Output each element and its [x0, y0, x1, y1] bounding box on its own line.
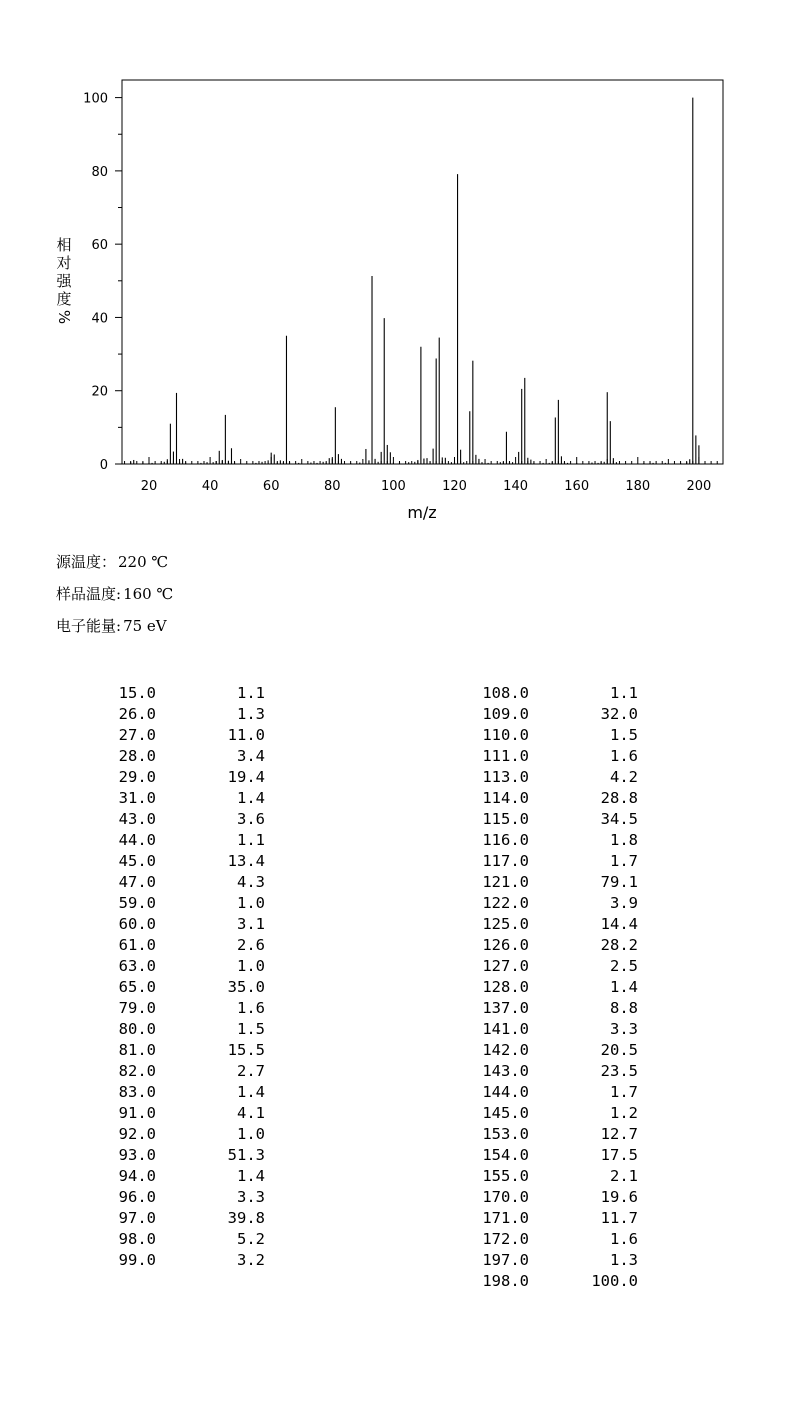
mz-value: 170.0	[482, 1188, 529, 1206]
mz-value: 96.0	[118, 1188, 156, 1206]
abundance-value: 1.1	[237, 831, 265, 849]
abundance-value: 4.1	[237, 1104, 265, 1122]
mz-value: 116.0	[482, 831, 529, 849]
abundance-value: 1.2	[610, 1104, 638, 1122]
mass-spectrum-chart	[0, 0, 794, 540]
table-row	[0, 1187, 794, 1208]
abundance-value: 1.4	[610, 978, 638, 996]
mz-value: 127.0	[482, 957, 529, 975]
table-row	[0, 1103, 794, 1124]
abundance-value: 3.2	[237, 1251, 265, 1269]
mz-value: 171.0	[482, 1209, 529, 1227]
mz-value: 154.0	[482, 1146, 529, 1164]
abundance-value: 1.6	[610, 747, 638, 765]
y-tick-label: 100	[83, 91, 108, 107]
mz-value: 197.0	[482, 1251, 529, 1269]
condition-label: 电子能量:	[56, 617, 122, 635]
mz-value: 80.0	[118, 1020, 156, 1038]
abundance-value: 1.0	[237, 957, 265, 975]
mz-value: 115.0	[482, 810, 529, 828]
x-tick-label: 40	[201, 479, 219, 494]
abundance-value: 1.3	[610, 1251, 638, 1269]
abundance-value: 2.1	[610, 1167, 638, 1185]
abundance-value: 32.0	[600, 705, 638, 723]
mz-value: 155.0	[482, 1167, 529, 1185]
mz-value: 141.0	[482, 1020, 529, 1038]
table-row	[0, 725, 794, 746]
abundance-value: 34.5	[600, 810, 638, 828]
mz-value: 126.0	[482, 936, 529, 954]
mz-value: 125.0	[482, 915, 529, 933]
abundance-value: 23.5	[600, 1062, 638, 1080]
mz-value: 79.0	[118, 999, 156, 1017]
table-row	[0, 956, 794, 977]
mz-value: 153.0	[482, 1125, 529, 1143]
abundance-value: 17.5	[600, 1146, 638, 1164]
abundance-value: 1.5	[237, 1020, 265, 1038]
table-row	[0, 788, 794, 809]
x-tick-label: 80	[324, 479, 341, 494]
plot-frame	[122, 80, 723, 464]
table-row	[0, 872, 794, 893]
abundance-value: 3.3	[610, 1020, 638, 1038]
mz-value: 26.0	[118, 705, 156, 723]
abundance-value: 1.7	[610, 1083, 638, 1101]
mz-value: 44.0	[118, 831, 156, 849]
y-tick-label: 60	[91, 238, 108, 254]
peak-table-right	[0, 683, 794, 1292]
abundance-value: 19.4	[227, 768, 265, 786]
abundance-value: 28.2	[600, 936, 638, 954]
abundance-value: 1.4	[237, 1083, 265, 1101]
abundance-value: 1.1	[610, 684, 638, 702]
mz-value: 117.0	[482, 852, 529, 870]
mz-value: 59.0	[118, 894, 156, 912]
y-label-char: %	[55, 309, 73, 325]
table-row	[0, 746, 794, 767]
mz-value: 143.0	[482, 1062, 529, 1080]
y-tick-label: 80	[91, 164, 108, 180]
table-row	[0, 704, 794, 725]
x-axis-label: m/z	[407, 503, 437, 522]
table-row	[0, 1145, 794, 1166]
x-tick-label: 100	[380, 479, 406, 494]
mz-value: 97.0	[118, 1209, 156, 1227]
mz-value: 45.0	[118, 852, 156, 870]
abundance-value: 20.5	[600, 1041, 638, 1059]
abundance-value: 1.1	[237, 684, 265, 702]
abundance-value: 15.5	[227, 1041, 265, 1059]
mz-value: 60.0	[118, 915, 156, 933]
mz-value: 144.0	[482, 1083, 529, 1101]
table-row	[0, 1250, 794, 1271]
abundance-value: 11.0	[227, 726, 265, 744]
mz-value: 91.0	[118, 1104, 156, 1122]
abundance-value: 8.8	[610, 999, 638, 1017]
x-tick-label: 160	[564, 479, 590, 494]
mz-value: 111.0	[482, 747, 529, 765]
table-row	[0, 935, 794, 956]
abundance-value: 1.6	[237, 999, 265, 1017]
abundance-value: 5.2	[237, 1230, 265, 1248]
condition-value: 220 ℃	[118, 553, 169, 571]
mz-value: 31.0	[118, 789, 156, 807]
y-axis	[83, 92, 122, 473]
mz-value: 114.0	[482, 789, 529, 807]
abundance-value: 11.7	[600, 1209, 638, 1227]
y-label-char: 相	[56, 236, 72, 254]
abundance-value: 4.2	[610, 768, 638, 786]
source-temperature	[56, 551, 168, 572]
table-row	[0, 851, 794, 872]
sample-temperature	[56, 583, 173, 604]
abundance-value: 19.6	[600, 1188, 638, 1206]
y-label-char: 强	[56, 272, 72, 290]
table-row	[0, 1166, 794, 1187]
abundance-value: 14.4	[600, 915, 638, 933]
abundance-value: 1.8	[610, 831, 638, 849]
x-tick-label: 180	[625, 479, 651, 494]
abundance-value: 1.5	[610, 726, 638, 744]
abundance-value: 12.7	[600, 1125, 638, 1143]
mz-value: 109.0	[482, 705, 529, 723]
mz-value: 99.0	[118, 1251, 156, 1269]
abundance-value: 2.6	[237, 936, 265, 954]
mz-value: 15.0	[118, 684, 156, 702]
abundance-value: 1.6	[610, 1230, 638, 1248]
abundance-value: 28.8	[600, 789, 638, 807]
abundance-value: 79.1	[600, 873, 638, 891]
abundance-value: 3.9	[610, 894, 638, 912]
mz-value: 92.0	[118, 1125, 156, 1143]
table-row	[0, 1208, 794, 1229]
mz-value: 142.0	[482, 1041, 529, 1059]
x-tick-label: 60	[262, 479, 280, 494]
mz-value: 93.0	[118, 1146, 156, 1164]
abundance-value: 3.3	[237, 1188, 265, 1206]
table-row	[0, 1019, 794, 1040]
abundance-value: 13.4	[227, 852, 265, 870]
mz-value: 113.0	[482, 768, 529, 786]
mz-value: 137.0	[482, 999, 529, 1017]
mz-value: 128.0	[482, 978, 529, 996]
abundance-value: 2.7	[237, 1062, 265, 1080]
table-row	[0, 1061, 794, 1082]
mz-value: 110.0	[482, 726, 529, 744]
mz-value: 83.0	[118, 1083, 156, 1101]
mz-value: 43.0	[118, 810, 156, 828]
y-tick-label: 20	[91, 384, 108, 400]
table-row	[0, 977, 794, 998]
condition-value: 75 eV	[123, 617, 167, 635]
mz-value: 65.0	[118, 978, 156, 996]
table-row	[0, 1271, 794, 1292]
mz-value: 63.0	[118, 957, 156, 975]
mz-value: 81.0	[118, 1041, 156, 1059]
mz-value: 28.0	[118, 747, 156, 765]
abundance-value: 35.0	[227, 978, 265, 996]
abundance-value: 1.0	[237, 894, 265, 912]
table-row	[0, 998, 794, 1019]
mz-value: 122.0	[482, 894, 529, 912]
electron-energy	[56, 615, 167, 636]
mz-value: 47.0	[118, 873, 156, 891]
mz-value: 94.0	[118, 1167, 156, 1185]
mz-value: 98.0	[118, 1230, 156, 1248]
abundance-value: 2.5	[610, 957, 638, 975]
abundance-value: 1.3	[237, 705, 265, 723]
abundance-value: 3.1	[237, 915, 265, 933]
abundance-value: 1.4	[237, 1167, 265, 1185]
mz-value: 108.0	[482, 684, 529, 702]
y-axis-label	[55, 236, 73, 324]
mz-value: 172.0	[482, 1230, 529, 1248]
abundance-value: 51.3	[227, 1146, 265, 1164]
mz-value: 121.0	[482, 873, 529, 891]
table-row	[0, 767, 794, 788]
table-row	[0, 1082, 794, 1103]
abundance-value: 100.0	[591, 1272, 638, 1290]
mz-value: 198.0	[482, 1272, 529, 1290]
table-row	[0, 683, 794, 704]
table-row	[0, 809, 794, 830]
abundance-value: 1.4	[237, 789, 265, 807]
abundance-value: 1.7	[610, 852, 638, 870]
table-row	[0, 914, 794, 935]
table-row	[0, 1124, 794, 1145]
mz-value: 29.0	[118, 768, 156, 786]
abundance-value: 3.6	[237, 810, 265, 828]
x-tick-label: 120	[442, 479, 467, 494]
table-row	[0, 1040, 794, 1061]
abundance-value: 3.4	[237, 747, 265, 765]
mz-value: 82.0	[118, 1062, 156, 1080]
y-tick-label: 0	[99, 458, 108, 473]
y-label-char: 度	[56, 290, 72, 308]
abundance-value: 39.8	[227, 1209, 265, 1227]
y-label-char: 对	[56, 254, 72, 272]
table-row	[0, 893, 794, 914]
x-tick-label: 200	[686, 479, 712, 494]
y-tick-label: 40	[91, 311, 108, 327]
abundance-value: 1.0	[237, 1125, 265, 1143]
x-tick-label: 20	[140, 479, 158, 494]
mz-value: 145.0	[482, 1104, 529, 1122]
peak-bars	[131, 98, 699, 464]
table-row	[0, 830, 794, 851]
table-row	[0, 1229, 794, 1250]
x-tick-label: 140	[503, 479, 529, 494]
mz-value: 61.0	[118, 936, 156, 954]
abundance-value: 4.3	[237, 873, 265, 891]
mz-value: 27.0	[118, 726, 156, 744]
condition-label: 样品温度:	[56, 585, 122, 603]
condition-label: 源温度：	[56, 553, 117, 571]
condition-value: 160 ℃	[123, 585, 174, 603]
